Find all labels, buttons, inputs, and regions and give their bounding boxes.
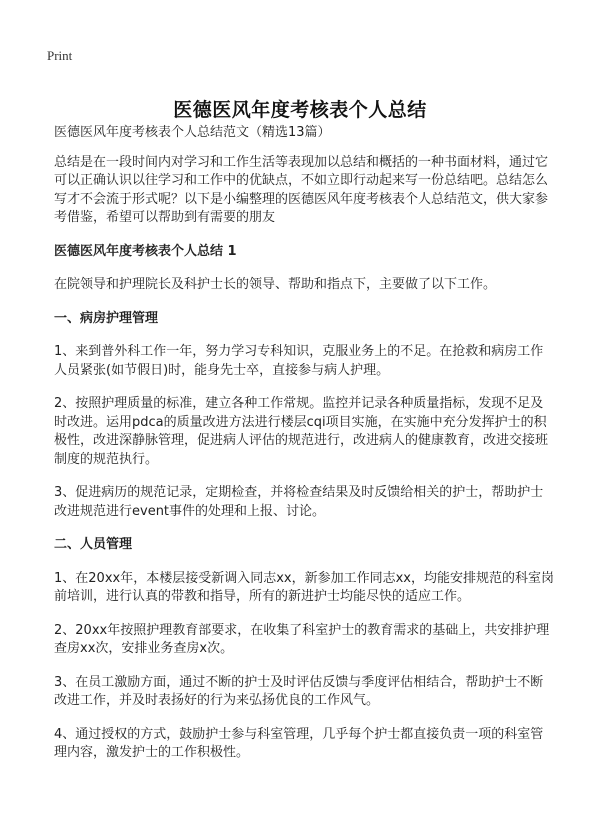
list-item: 1、在20xx年，本楼层接受新调入同志xx，新参加工作同志xx，均能安排规范的科室岗前培训，进行认真的带教和指导，所有的新进护士均能尽快的适应工作。 bbox=[54, 570, 554, 604]
part-heading-ward-management: 一、病房护理管理 bbox=[54, 310, 159, 326]
list-item: 2、按照护理质量的标准，建立各种工作常规。监控并记录各种质量指标，发现不足及时改进。运用pdca的质量改进方法进行楼层cqi项目实施，在实施中充分发挥护士的积极性，改进深静脉管理，促进病人评估的规范进行，改进病人的健康教育，改进交接班制度的规范执行。 bbox=[54, 396, 549, 467]
document-body bbox=[54, 124, 554, 778]
list-item: 3、在员工激励方面，通过不断的护士及时评估反馈与季度评估相结合，帮助护士不断改进工作，并及时表扬好的行为来弘扬优良的工作风气。 bbox=[54, 674, 544, 708]
lead-paragraph: 在院领导和护理院长及科护士长的领导、帮助和指点下，主要做了以下工作。 bbox=[54, 277, 497, 292]
list-item: 3、促进病历的规范记录，定期检查，并将检查结果及时反馈给相关的护士，帮助护士改进规范进行event事件的处理和上报、讨论。 bbox=[54, 485, 544, 519]
list-item: 1、来到普外科工作一年，努力学习专科知识，克服业务上的不足。在抢救和病房工作人员紧张(如节假日)时，能身先士卒，直接参与病人护理。 bbox=[54, 344, 544, 378]
part-heading-staff-management: 二、人员管理 bbox=[54, 537, 133, 552]
document-title: 医德医风年度考核表个人总结 bbox=[173, 98, 427, 121]
intro-paragraph: 总结是在一段时间内对学习和工作生活等表现加以总结和概括的一种书面材料，通过它可以正确认识以往学习和工作中的优缺点，不如立即行动起来写一份总结吧。总结怎么写才不会流于形式呢？以下是小编整理的医德医风年度考核表个人总结范文，供大家参考借鉴，希望可以帮助到有需要的朋友 bbox=[54, 154, 549, 225]
print-link[interactable]: Print bbox=[47, 48, 73, 63]
section-title: 医德医风年度考核表个人总结 1 bbox=[54, 243, 237, 259]
document-subtitle: 医德医风年度考核表个人总结范文（精选13篇） bbox=[54, 125, 331, 140]
list-item: 2、20xx年按照护理教育部要求，在收集了科室护士的教育需求的基础上，共安排护理查房xx次，安排业务查房x次。 bbox=[54, 622, 550, 656]
list-item: 4、通过授权的方式，鼓励护士参与科室管理，几乎每个护士都直接负责一项的科室管理内容，激发护士的工作积极性。 bbox=[54, 726, 544, 760]
